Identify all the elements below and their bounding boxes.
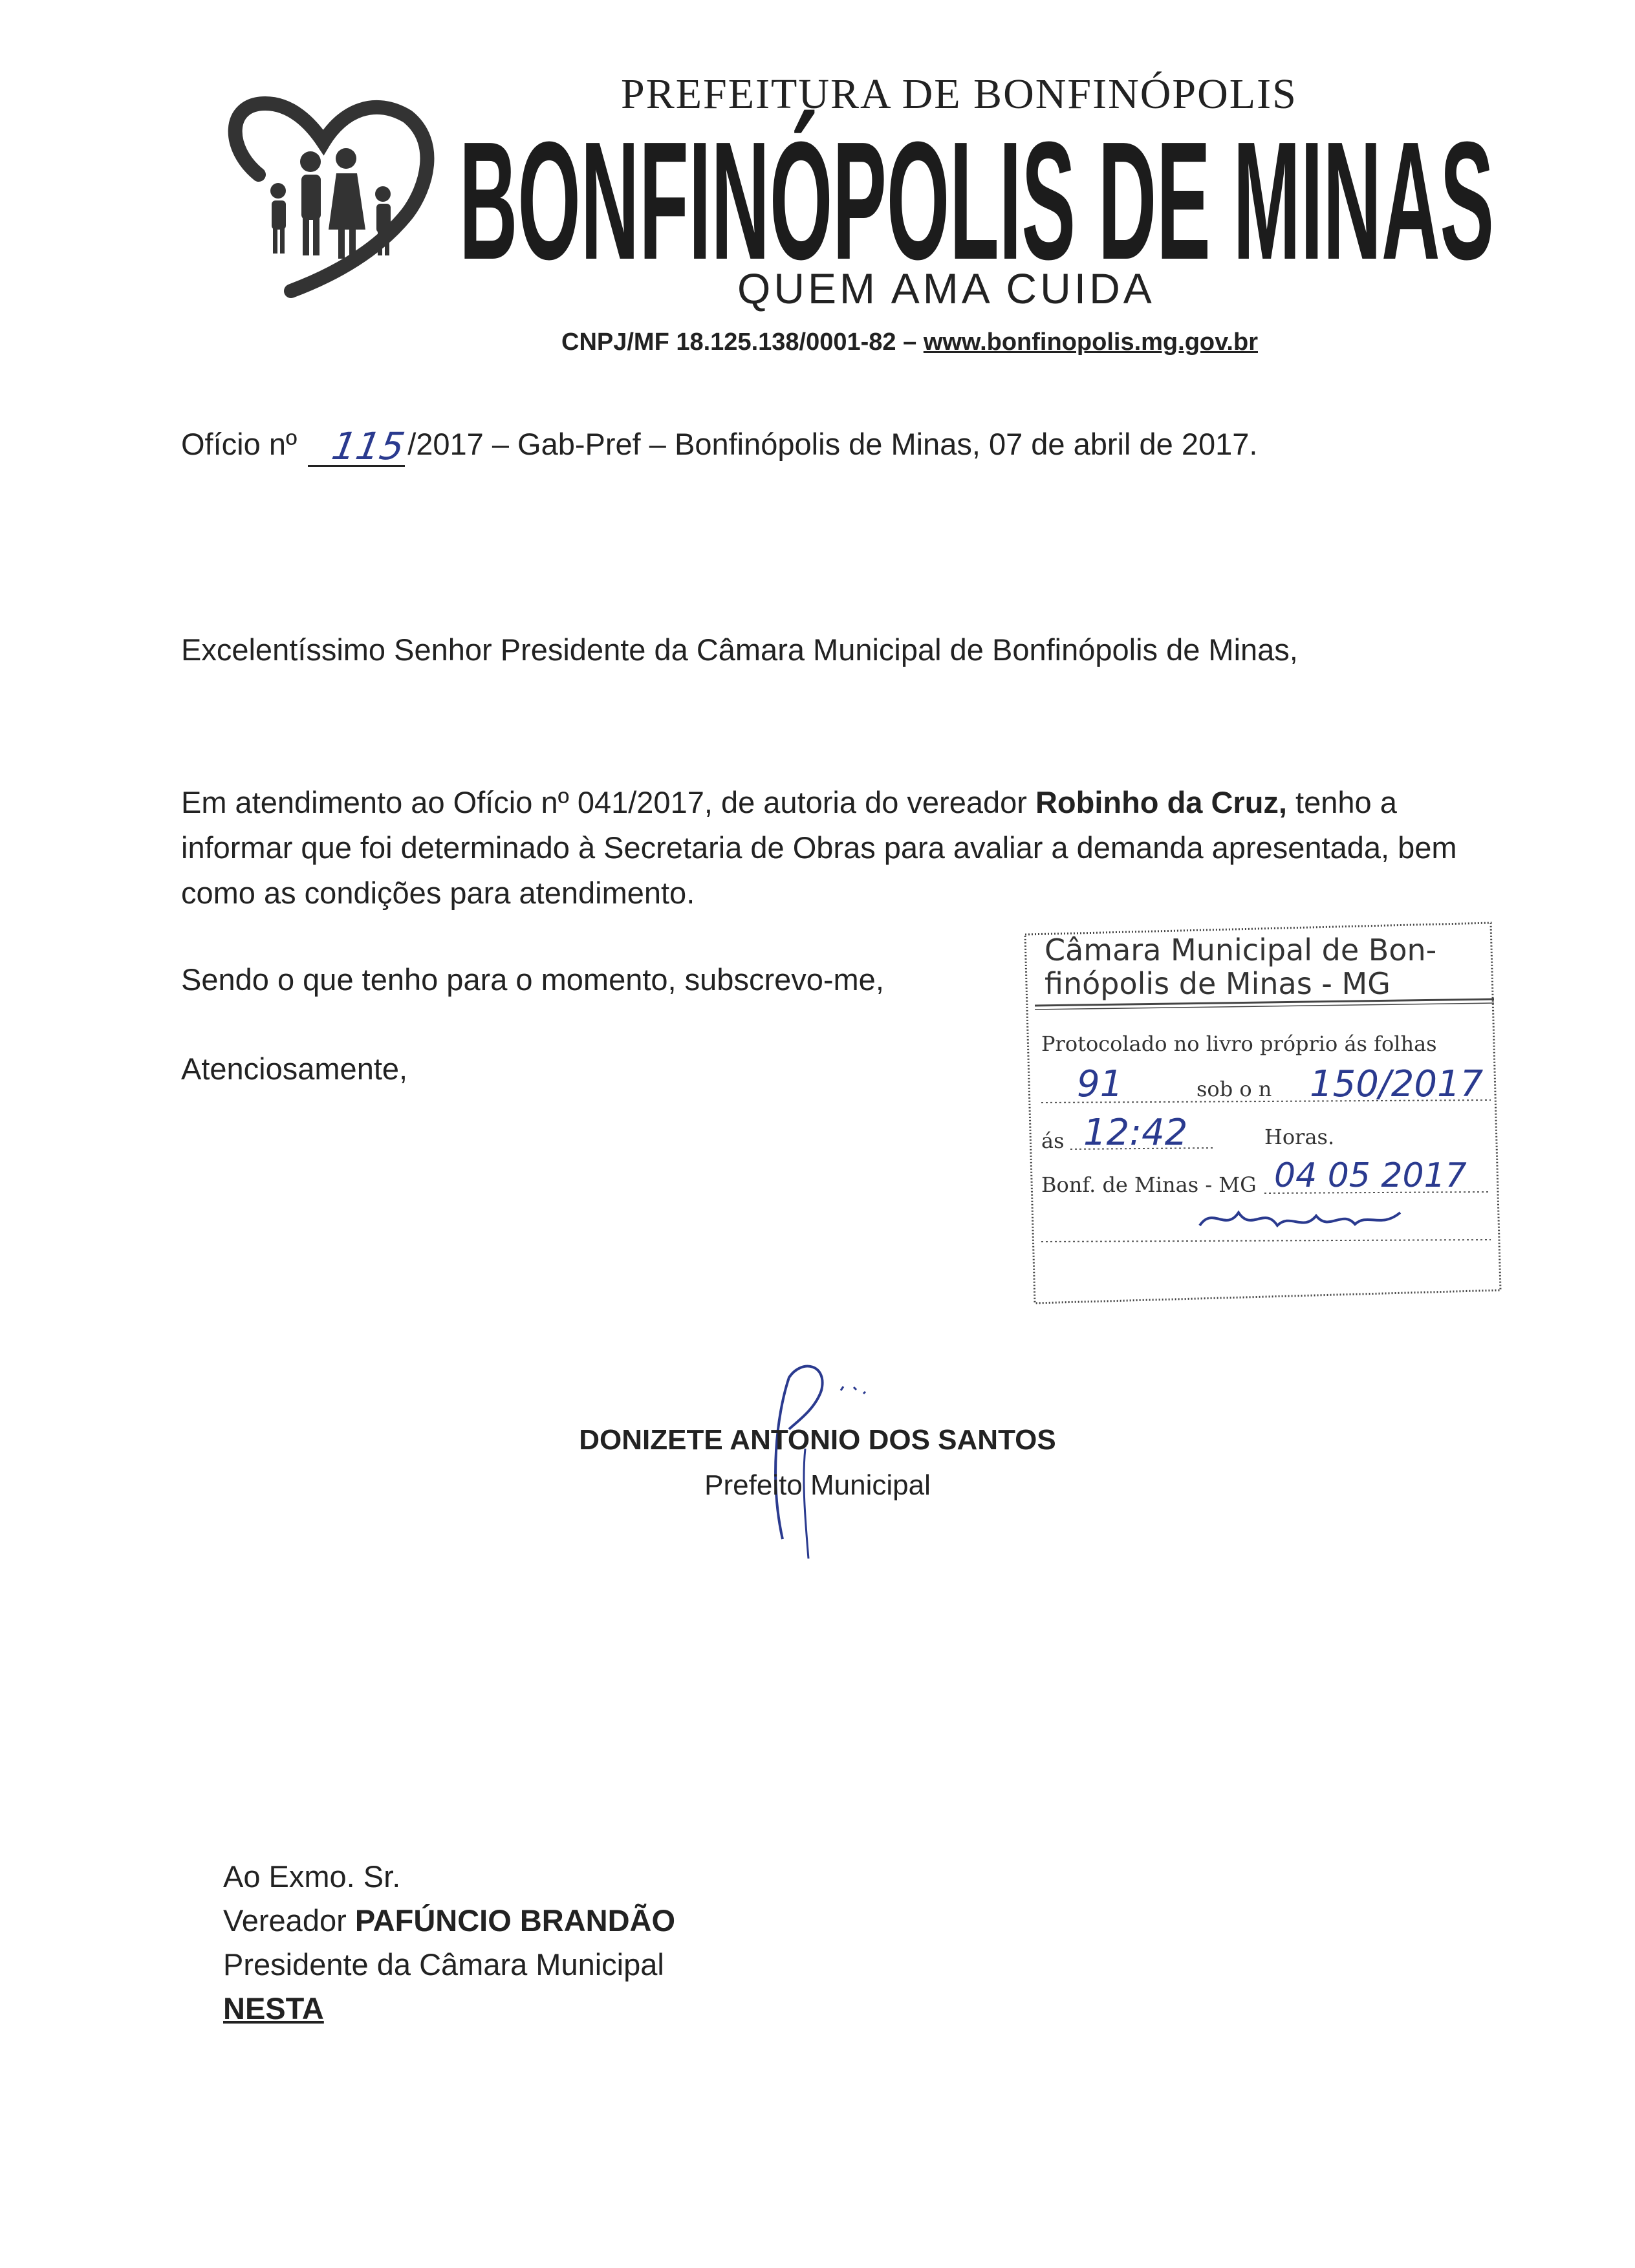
cnpj: CNPJ/MF 18.125.138/0001-82 – xyxy=(561,329,917,356)
recipient-name: PAFÚNCIO BRANDÃO xyxy=(354,1903,676,1938)
stamp-bont: Bonf. de Minas - MG xyxy=(1041,1172,1257,1197)
oficio-prefix: Ofício nº xyxy=(181,427,298,461)
stamp-as: ás xyxy=(1041,1129,1065,1153)
stamp-horas: Horas. xyxy=(1264,1125,1335,1149)
signatory-role: Prefeito Municipal xyxy=(704,1469,931,1501)
recipient-line3: Presidente da Câmara Municipal xyxy=(223,1947,664,1982)
website-link[interactable]: www.bonfinopolis.mg.gov.br xyxy=(923,329,1258,356)
paragraph-part2: tenho a informar que foi determinado à Secretaria de Obras para avaliar a demanda apresentada, bem como as condições para atendimento. xyxy=(181,785,1457,910)
stamp-sob: sob o n xyxy=(1196,1077,1272,1101)
municipality-title xyxy=(453,109,1500,283)
signatory-name: DONIZETE ANTONIO DOS SANTOS xyxy=(579,1424,1056,1456)
stamp-folhas-handwritten: 91 xyxy=(1077,1063,1123,1105)
main-paragraph xyxy=(181,780,1507,916)
oficio-header xyxy=(181,422,1257,467)
stamp-line3: Protocolado no livro próprio ás folhas xyxy=(1041,1031,1437,1056)
closing-line: Sendo o que tenho para o momento, subscrevo-me, xyxy=(181,962,884,997)
recipient-line1: Ao Exmo. Sr. xyxy=(223,1859,401,1894)
recipient-title: Vereador xyxy=(223,1903,355,1938)
recipient-block xyxy=(223,1855,675,2031)
recipient-line2 xyxy=(223,1899,675,1943)
stamp-signature-scribble xyxy=(1200,1213,1400,1226)
recipient-line4: NESTA xyxy=(223,1991,324,2025)
cnpj-line xyxy=(561,329,1258,356)
oficio-date: /2017 – Gab-Pref – Bonfinópolis de Minas, 07 de abril de 2017. xyxy=(407,427,1258,461)
municipality-title-text: BONFINÓPOLIS DE MINAS xyxy=(459,109,1494,283)
stamp-hora-handwritten: 12:42 xyxy=(1083,1112,1188,1154)
stamp-line1: Câmara Municipal de Bon- xyxy=(1045,933,1437,967)
salutation: Excelentíssimo Senhor Presidente da Câmara Municipal de Bonfinópolis de Minas, xyxy=(181,632,1298,667)
oficio-number-blank xyxy=(308,424,408,468)
stamp-numero-handwritten: 150/2017 xyxy=(1310,1063,1484,1105)
family-heart-logo xyxy=(213,78,472,310)
stamp-data-handwritten: 04 05 2017 xyxy=(1274,1156,1467,1195)
vereador-name: Robinho da Cruz, xyxy=(1035,785,1287,819)
prefeitura-heading: PREFEITURA DE BONFINÓPOLIS xyxy=(621,70,1297,118)
protocol-stamp xyxy=(1019,909,1504,1310)
slogan: QUEM AMA CUIDA xyxy=(737,265,1155,312)
closing-regards: Atenciosamente, xyxy=(181,1052,408,1086)
oficio-number-handwritten: 115 xyxy=(329,424,408,468)
paragraph-part1: Em atendimento ao Ofício nº 041/2017, de autoria do vereador xyxy=(181,785,1035,819)
stamp-line2: finópolis de Minas - MG xyxy=(1045,966,1391,1001)
